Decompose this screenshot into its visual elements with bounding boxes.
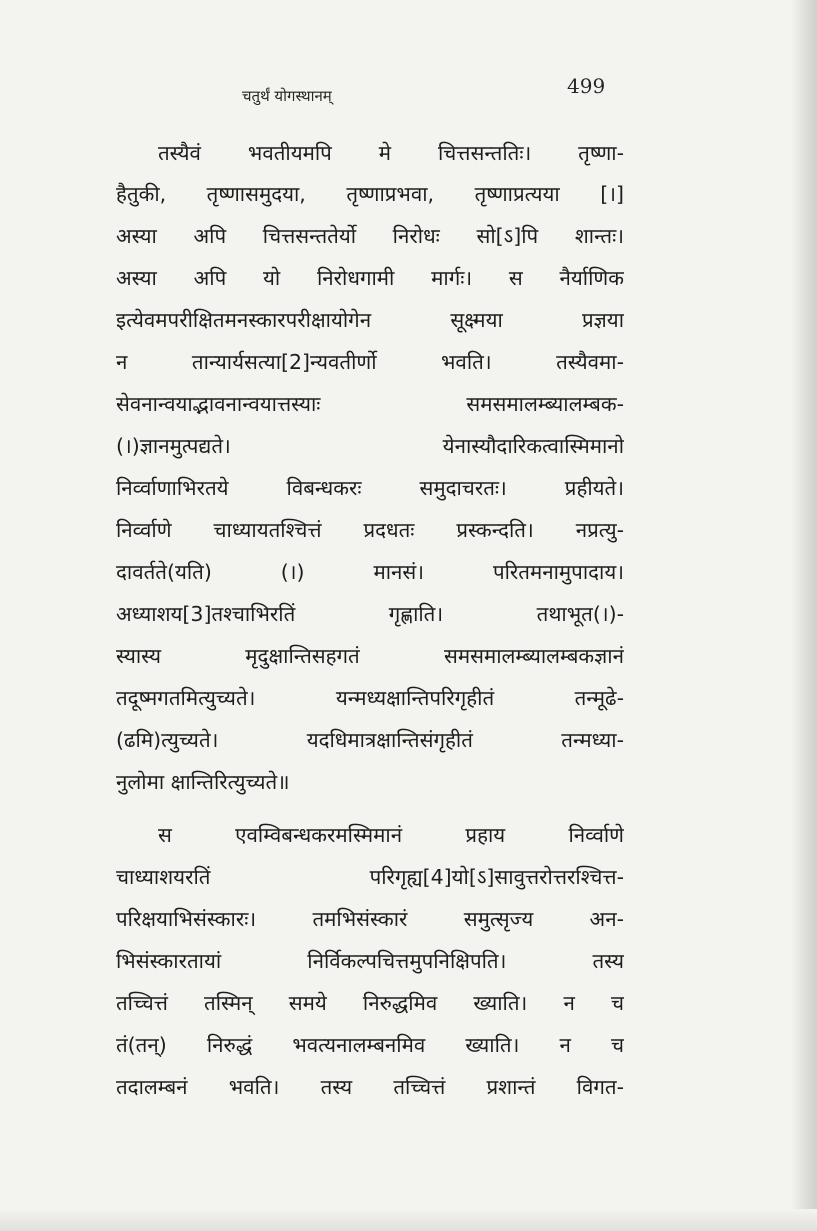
text-line: नुलोमा क्षान्तिरित्युच्यते॥ <box>116 770 290 794</box>
text-line: सेवनान्वयाद्भावनान्वयात्तस्याः समसमालम्ब्यालम्बक- <box>116 392 624 416</box>
text-line: तस्यैवं भवतीयमपि मे चित्तसन्ततिः। तृष्णा- <box>158 141 624 165</box>
text-line: अस्या अपि चित्तसन्ततेर्यो निरोधः सो[ऽ]पि शान्तः। <box>116 224 624 248</box>
text-line: तं(तन्) निरुद्धं भवत्यनालम्बनमिव ख्याति। न च <box>116 1033 624 1057</box>
running-head: चतुर्थं योगस्थानम् <box>242 87 332 105</box>
text-line: दावर्तते(यति) (।) मानसं। परितमनामुपादाय। <box>116 560 624 584</box>
text-line: हैतुकी, तृष्णासमुदया, तृष्णाप्रभवा, तृष्णाप्रत्यया [।] <box>116 182 624 206</box>
text-line: चाध्याशयरतिं परिगृह्य[4]यो[ऽ]सावुत्तरोत्तरश्चित्त- <box>116 865 624 889</box>
text-line: निर्व्वाणाभिरतये विबन्धकरः समुदाचरतः। प्रहीयते। <box>116 476 624 500</box>
text-line: अध्याशय[3]तश्चाभिरतिं गृह्णाति। तथाभूत(।)- <box>116 602 624 626</box>
text-line: न तान्यार्यसत्या[2]न्यवतीर्णो भवति। तस्यैवमा- <box>116 350 624 374</box>
page-bottom-edge-shadow <box>0 1209 817 1231</box>
page-number: 499 <box>567 74 606 98</box>
text-line: अस्या अपि यो निरोधगामी मार्गः। स नैर्याणिक <box>116 266 624 290</box>
text-line: तदूष्मगतमित्युच्यते। यन्मध्यक्षान्तिपरिगृहीतं तन्मूढे- <box>116 686 624 710</box>
text-line: स एवम्विबन्धकरमस्मिमानं प्रहाय निर्व्वाणे <box>158 823 624 847</box>
text-line: भिसंस्कारतायां निर्विकल्पचित्तमुपनिक्षिपति। तस्य <box>116 949 624 973</box>
text-line: निर्व्वाणे चाध्यायतश्चित्तं प्रदधतः प्रस्कन्दति। नप्रत्यु- <box>116 518 624 542</box>
text-line: तच्चित्तं तस्मिन् समये निरुद्धमिव ख्याति। न च <box>116 991 624 1015</box>
text-line: तदालम्बनं भवति। तस्य तच्चित्तं प्रशान्तं विगत- <box>116 1075 624 1099</box>
page-right-edge-shadow <box>791 0 817 1231</box>
text-line: इत्येवमपरीक्षितमनस्कारपरीक्षायोगेन सूक्ष्मया प्रज्ञया <box>116 308 624 332</box>
text-line: स्यास्य मृदुक्षान्तिसहगतं समसमालम्ब्यालम्बकज्ञानं <box>116 644 624 668</box>
text-line: (ढमि)त्युच्यते। यदधिमात्रक्षान्तिसंगृहीतं तन्मध्या- <box>116 728 624 752</box>
text-line: परिक्षयाभिसंस्कारः। तमभिसंस्कारं समुत्सृज्य अन- <box>116 907 624 931</box>
text-line: (।)ज्ञानमुत्पद्यते। येनास्यौदारिकत्वास्मिमानो <box>116 434 624 458</box>
